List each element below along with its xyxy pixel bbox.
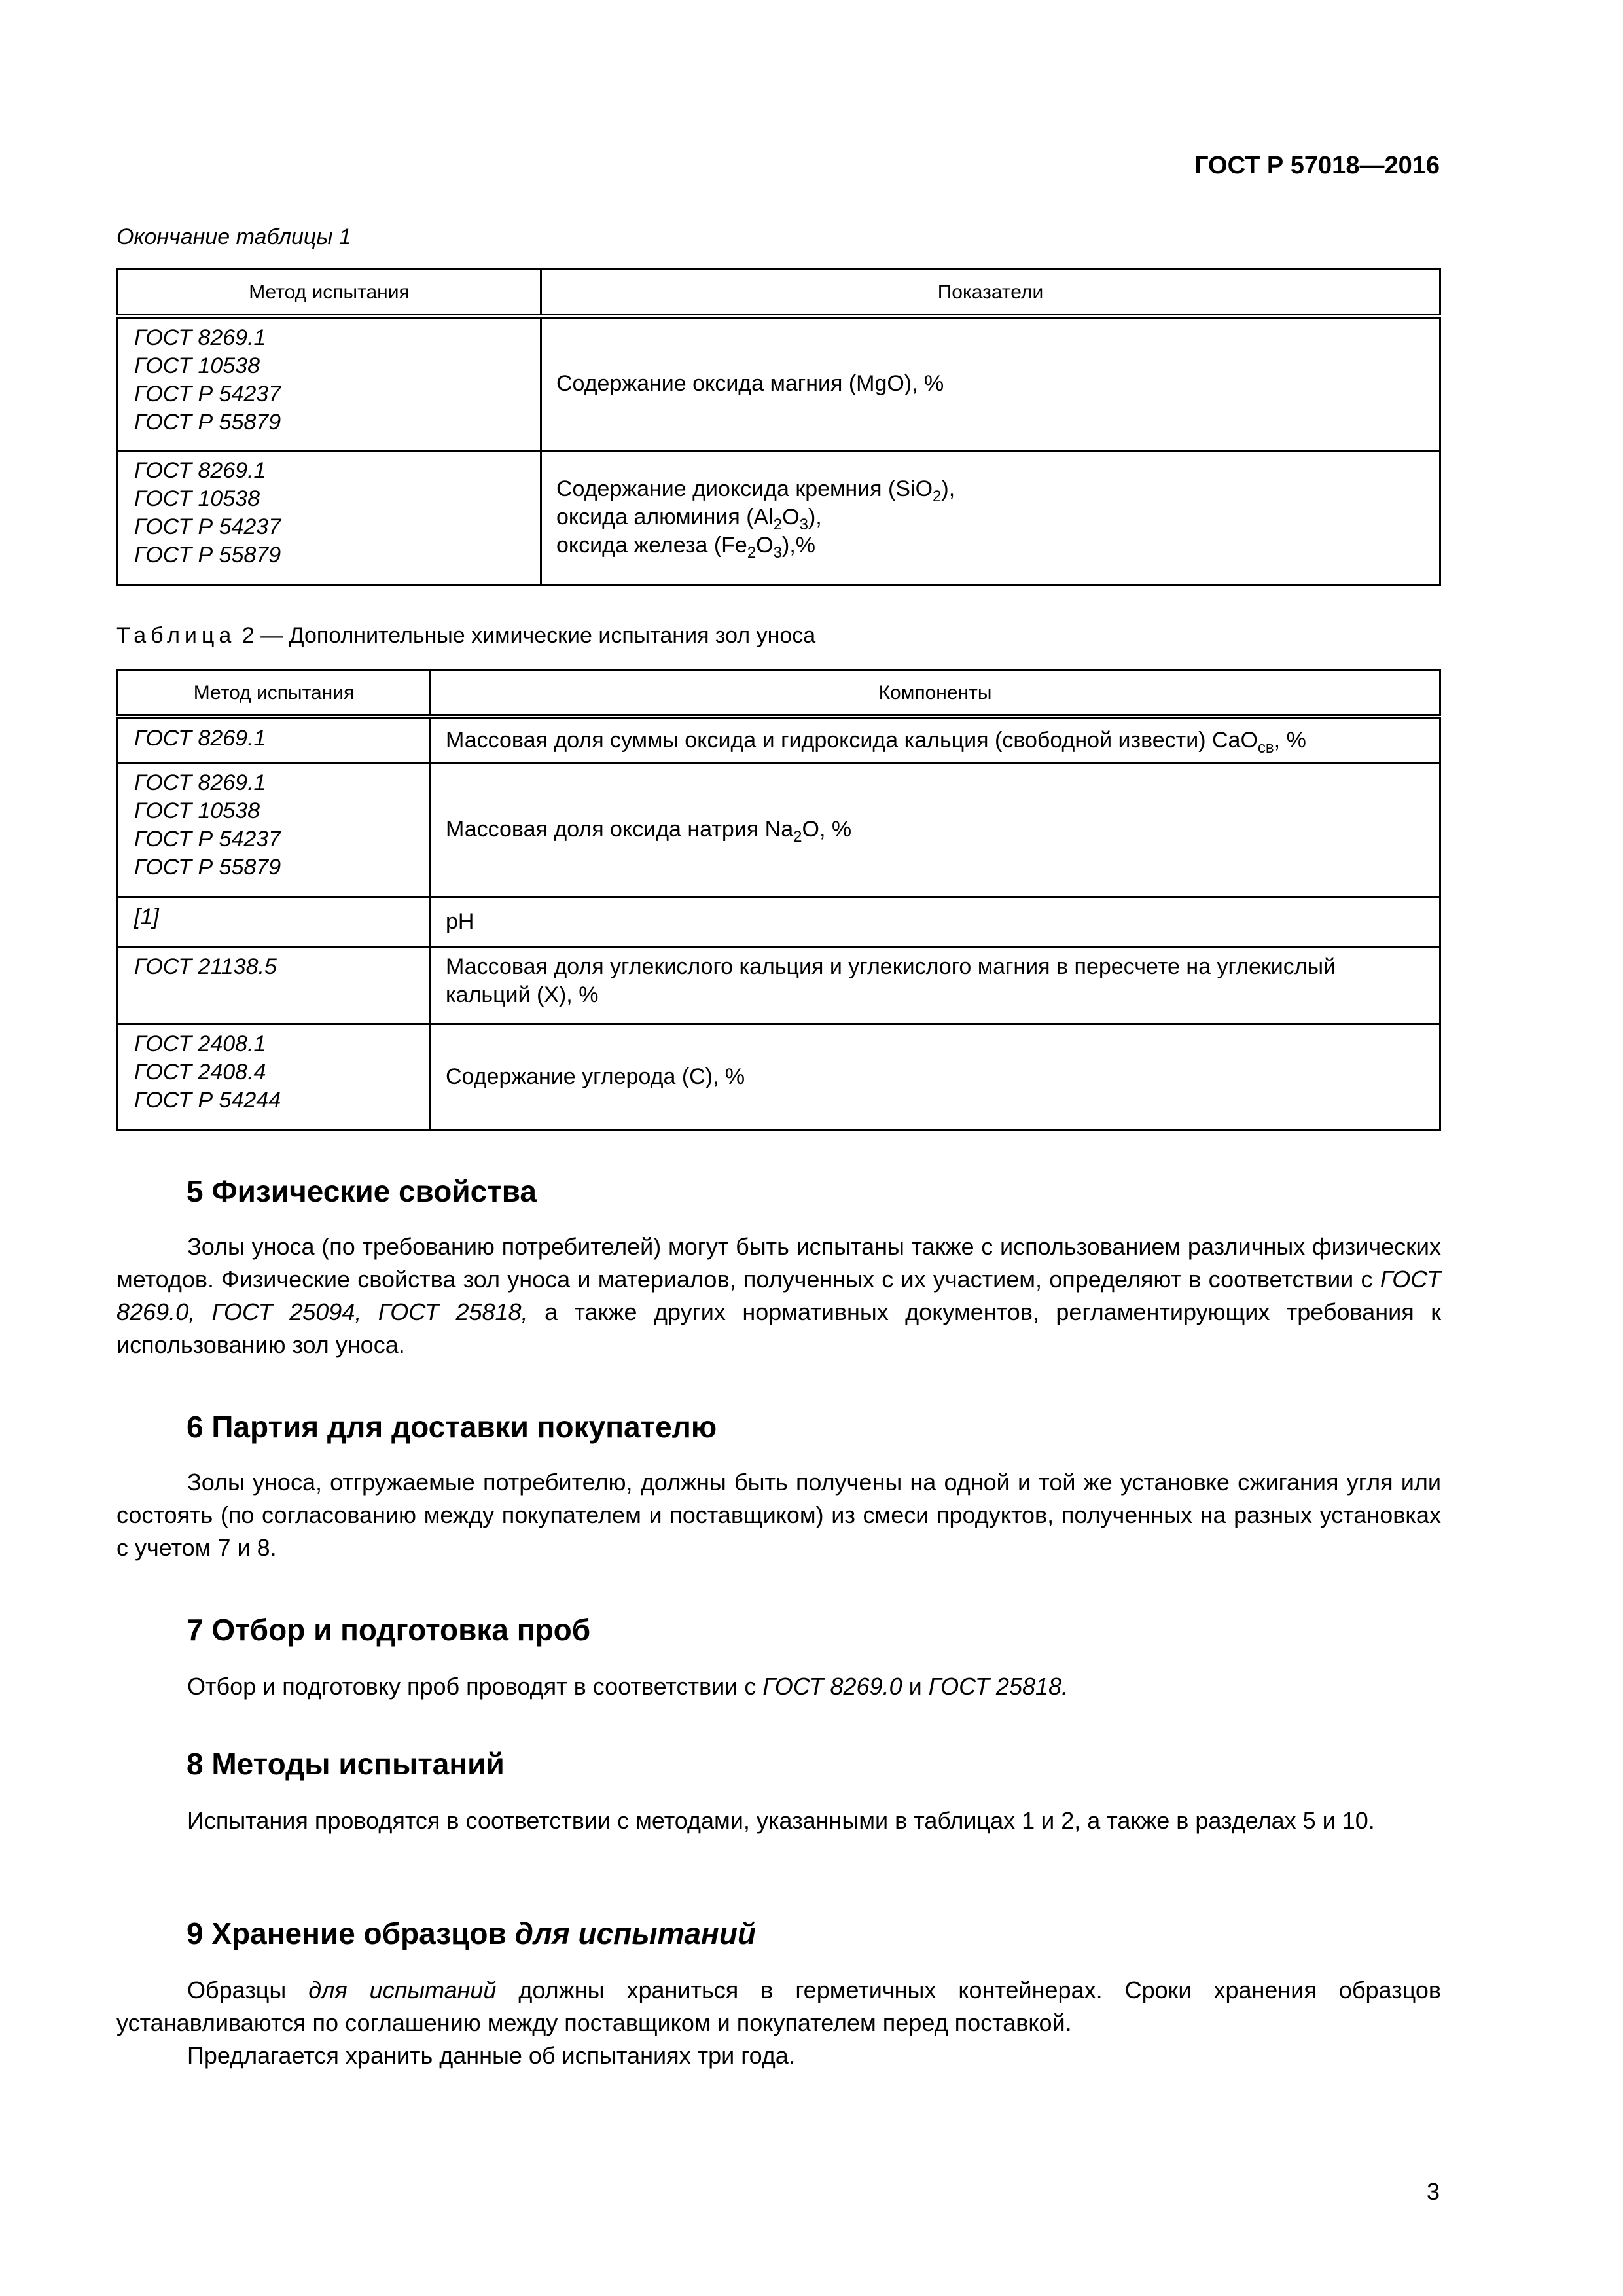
value-cell: Содержание диоксида кремния (SiO$_2$), оксида алюминия $(Al_2O_3)$, оксида железа $(Fe_2O_3),\%$ bbox=[541, 450, 1440, 584]
section-9-text-2: Предлагается хранить данные об испытаниях три года. bbox=[187, 2042, 795, 2069]
method-cell: ГОСТ 8269.1 ГОСТ 10538 ГОСТ Р 54237 ГОСТ Р 55879 bbox=[118, 762, 431, 897]
section-7-heading: 7 Отбор и подготовка проб bbox=[187, 1613, 591, 1647]
section-9-heading: 9 Хранение образцов для испытаний bbox=[187, 1916, 757, 1950]
document-number: ГОСТ Р 57018—2016 bbox=[1194, 152, 1440, 179]
section-5-text: Золы уноса (по требованию потребителей) могут быть испытаны также с использованием различных физических методов. Физические свойства зол уноса и материалов, полученных с их участием, определяют в соответствии с ГОСТ 8269.0, ГОСТ 25094, ГОСТ 25818, а также других нормативных документов, регламентирующих требования к использованию зол уноса. bbox=[116, 1233, 1442, 1358]
method-cell: [1] bbox=[118, 897, 431, 946]
section-8-heading: 8 Методы испытаний bbox=[187, 1747, 505, 1781]
table-row bbox=[118, 946, 1440, 1024]
section-8-text: Испытания проводятся в соответствии с методами, указанными в таблицах 1 и 2, а также в разделах 5 и 10. bbox=[187, 1807, 1375, 1834]
table-row bbox=[118, 897, 1440, 946]
table1-header-indicators: Показатели bbox=[541, 270, 1440, 317]
page-number: 3 bbox=[1426, 2178, 1440, 2205]
table-row bbox=[118, 717, 1440, 762]
section-9-text: Образцы для испытаний должны храниться в герметичных контейнерах. Сроки хранения образцов устанавливаются по соглашению между поставщиком и покупателем перед поставкой. bbox=[116, 1977, 1442, 2036]
table1-header-method: Метод испытания bbox=[118, 270, 541, 317]
table-row bbox=[118, 1024, 1440, 1130]
method-cell: ГОСТ 8269.1 ГОСТ 10538 ГОСТ Р 54237 ГОСТ Р 55879 bbox=[118, 450, 541, 584]
value-cell: Содержание оксида магния (MgO), % bbox=[541, 316, 1440, 450]
table2-header-components: Компоненты bbox=[431, 670, 1440, 717]
table2 bbox=[116, 669, 1441, 1131]
section-6-text: Золы уноса, отгружаемые потребителю, должны быть получены на одной и той же установке сжигания угля или состоять (по согласованию между покупателем и поставщиком) из смеси продуктов, полученных на разных установках с учетом 7 и 8. bbox=[116, 1469, 1441, 1561]
method-cell: ГОСТ 8269.1 bbox=[118, 717, 431, 762]
table-row bbox=[118, 762, 1440, 897]
table2-header-method: Метод испытания bbox=[118, 670, 431, 717]
table-row bbox=[118, 450, 1440, 584]
table-row bbox=[118, 316, 1440, 450]
value-cell: Массовая доля оксида натрия $Na_2O$, % bbox=[431, 762, 1440, 897]
table2-caption: Таблица 2 — Дополнительные химические испытания зол уноса bbox=[116, 623, 816, 648]
value-cell: Содержание углерода (C), % bbox=[431, 1024, 1440, 1130]
section-5-heading: 5 Физические свойства bbox=[187, 1174, 537, 1208]
method-cell: ГОСТ 2408.1 ГОСТ 2408.4 ГОСТ Р 54244 bbox=[118, 1024, 431, 1130]
table1-caption: Окончание таблицы 1 bbox=[116, 224, 351, 249]
value-cell: Массовая доля суммы оксида и гидроксида кальция (свободной извести) CaO$_{св}$, % bbox=[431, 717, 1440, 762]
method-cell: ГОСТ 8269.1 ГОСТ 10538 ГОСТ Р 54237 ГОСТ Р 55879 bbox=[118, 316, 541, 450]
table1 bbox=[116, 268, 1441, 586]
method-cell: ГОСТ 21138.5 bbox=[118, 946, 431, 1024]
value-cell: Массовая доля углекислого кальция и углекислого магния в пересчете на углекислый кальций (X), % bbox=[431, 946, 1440, 1024]
section-7-text: Отбор и подготовку проб проводят в соответствии с ГОСТ 8269.0 и ГОСТ 25818. bbox=[187, 1673, 1069, 1700]
section-6-heading: 6 Партия для доставки покупателю bbox=[187, 1410, 717, 1444]
value-cell: pH bbox=[431, 897, 1440, 946]
